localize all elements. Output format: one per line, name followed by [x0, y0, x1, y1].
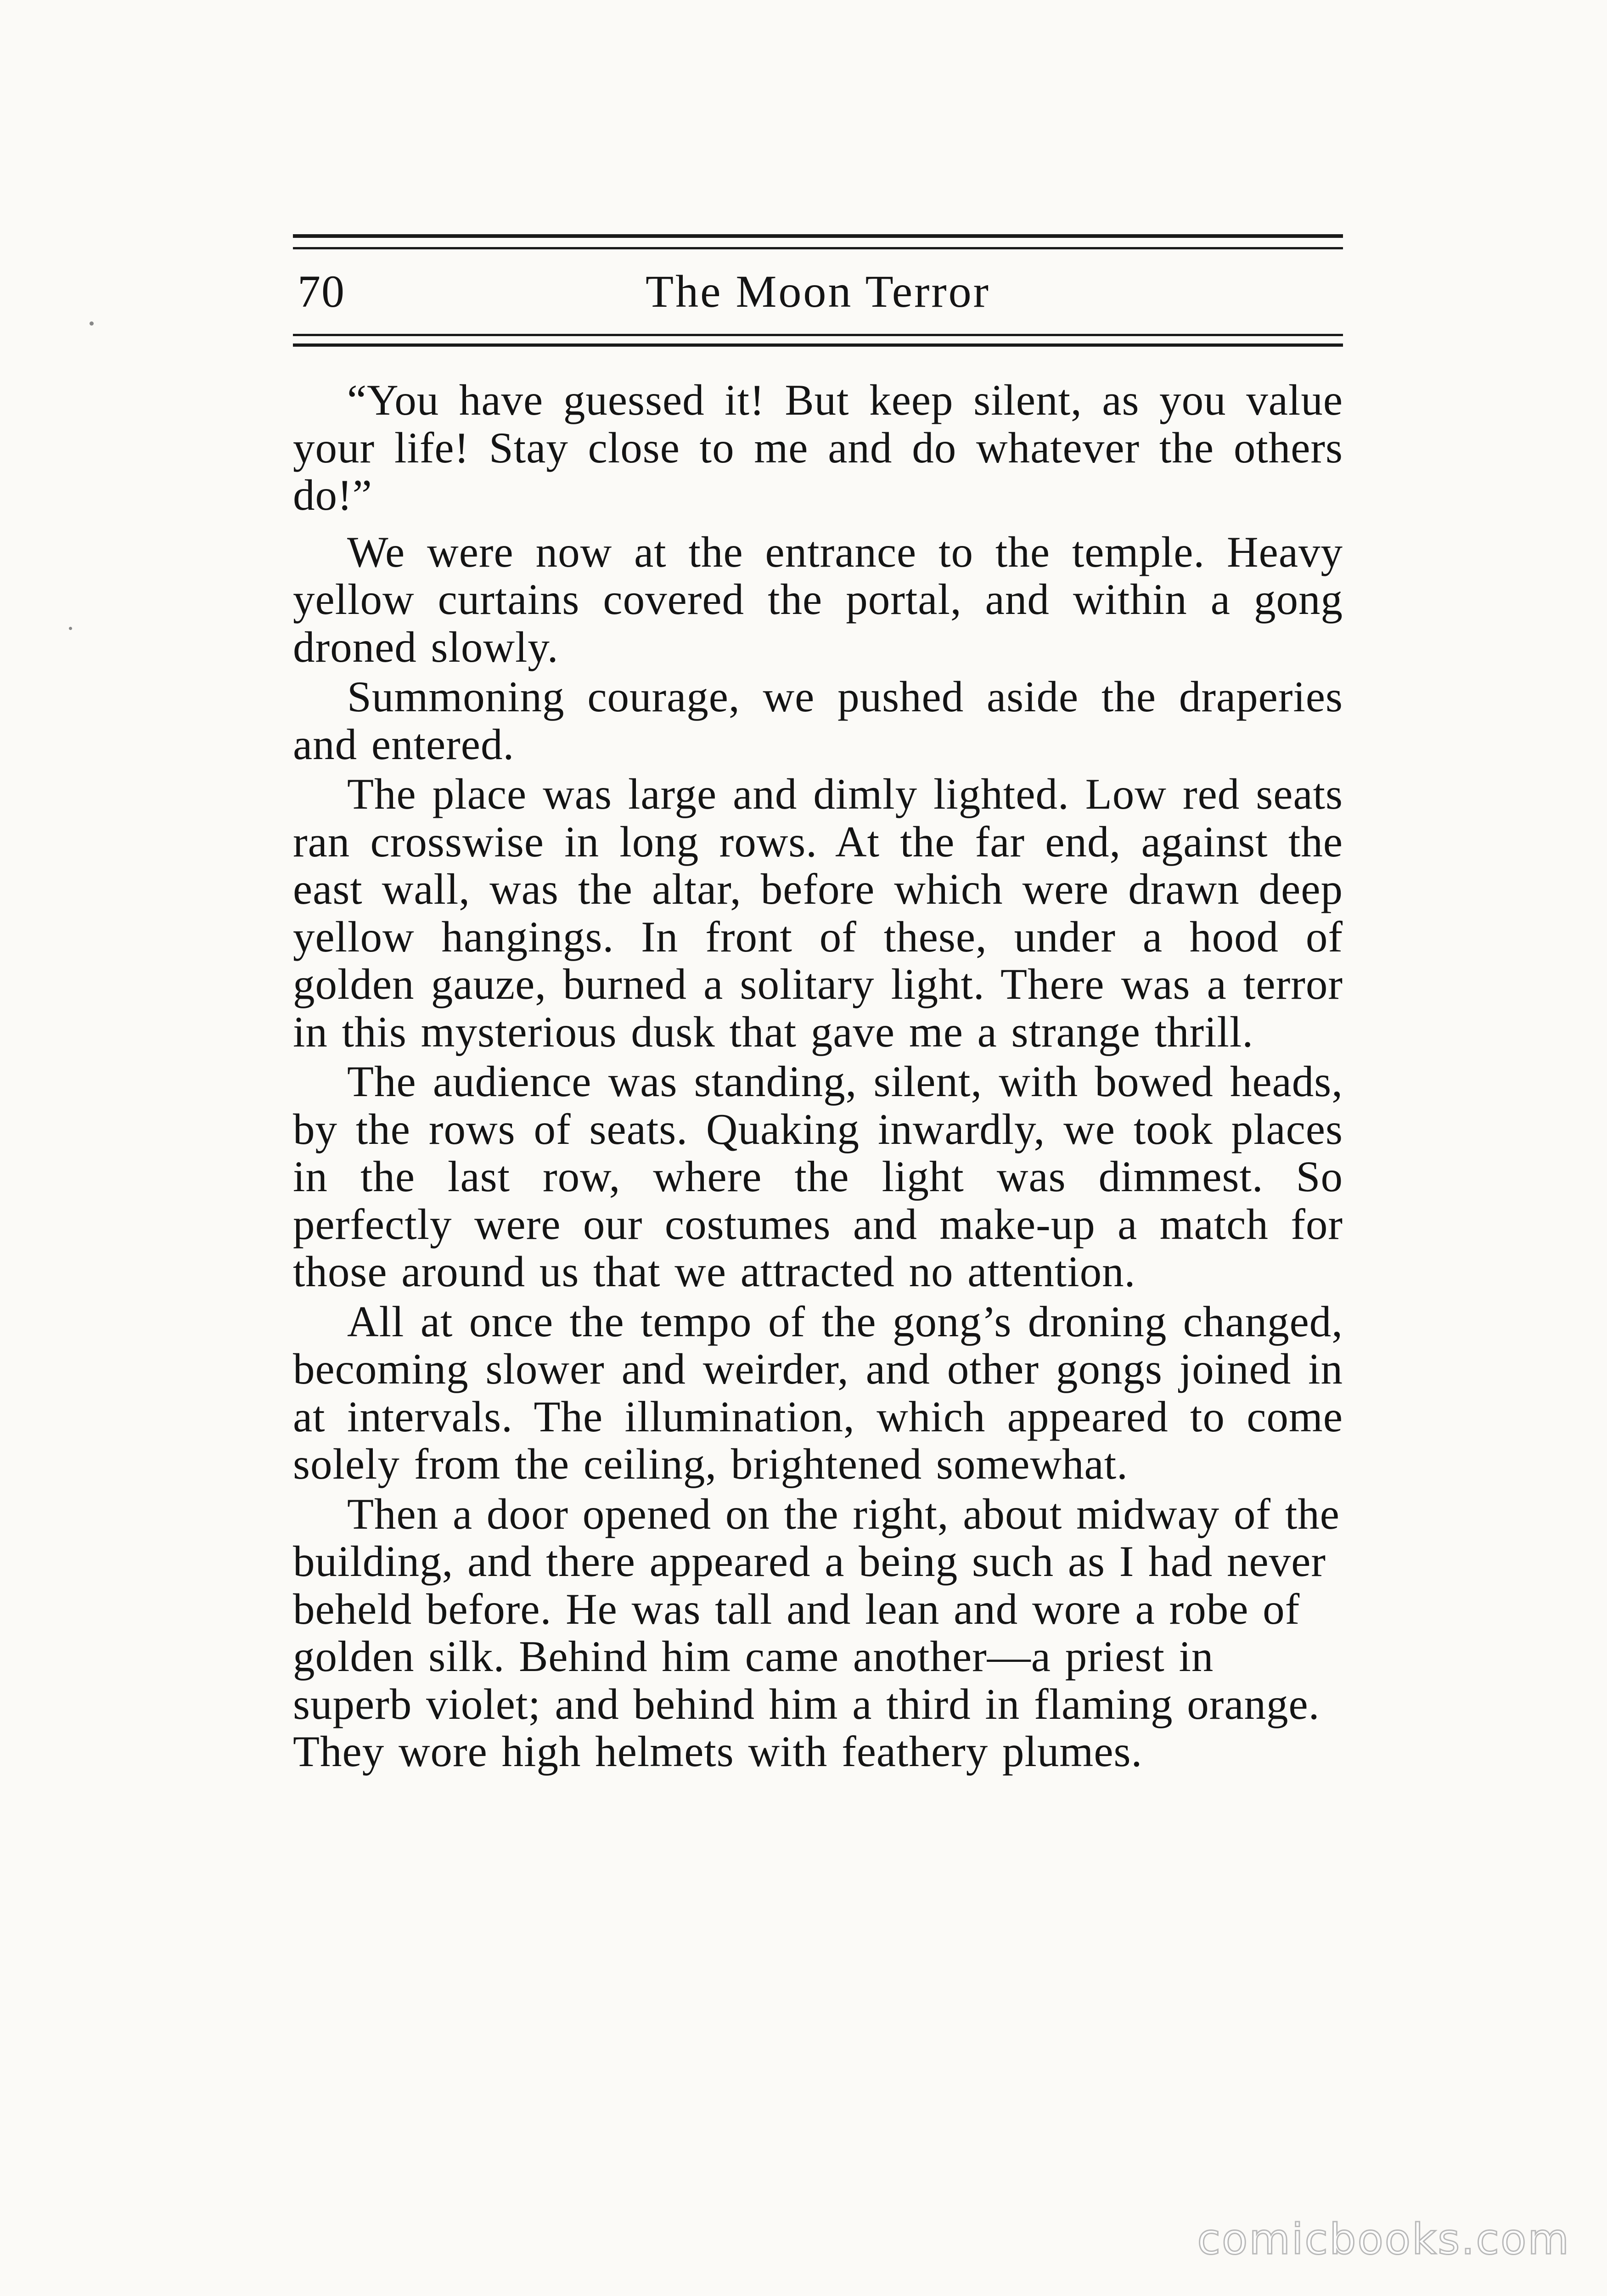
page-header	[293, 262, 1343, 321]
page-number: 70	[298, 266, 345, 317]
paragraph: We were now at the entrance to the temple. Heavy yellow curtains covered the portal, and within a gong droned slowly.	[293, 527, 1343, 671]
running-head: The Moon Terror	[646, 266, 990, 317]
header-bottom-rule-thin	[293, 334, 1343, 336]
header-bottom-rule	[293, 343, 1343, 347]
header-top-rule-thin	[293, 247, 1343, 249]
paragraph: “You have guessed it! But keep silent, as you value your life! Stay close to me and do whatever the others do!”	[293, 376, 1343, 519]
watermark: comicbooks.com	[1197, 2215, 1570, 2264]
paragraph: Summoning courage, we pushed aside the draperies and entered.	[293, 672, 1343, 769]
body-text	[293, 377, 1343, 1776]
paragraph: The place was large and dimly lighted. Low red seats ran crosswise in long rows. At the far end, against the east wall, was the altar, before which were drawn deep yellow hangings. In front of these, under a hood of golden gauze, burned a solitary light. There was a terror in this mysterious dusk that gave me a strange thrill.	[293, 770, 1343, 1056]
paper-speck	[90, 321, 94, 326]
header-top-rule	[293, 234, 1343, 238]
paper-speck	[69, 627, 72, 630]
paragraph: Then a door opened on the right, about midway of the building, and there appeared a being such as I had never beheld before. He was tall and lean and wore a robe of golden silk. Behind him came another—a priest in superb violet; and behind him a third in flaming orange. They wore high helmets with feathery plumes.	[293, 1489, 1340, 1776]
paragraph: All at once the tempo of the gong’s droning changed, becoming slower and weirder, and other gongs joined in at intervals. The illumination, which appeared to come solely from the ceiling, brightened somewhat.	[293, 1297, 1343, 1488]
paragraph: The audience was standing, silent, with bowed heads, by the rows of seats. Quaking inwardly, we took places in the last row, where the light was dimmest. So perfectly were our costumes and make-up a match for those around us that we attracted no attention.	[293, 1057, 1343, 1296]
